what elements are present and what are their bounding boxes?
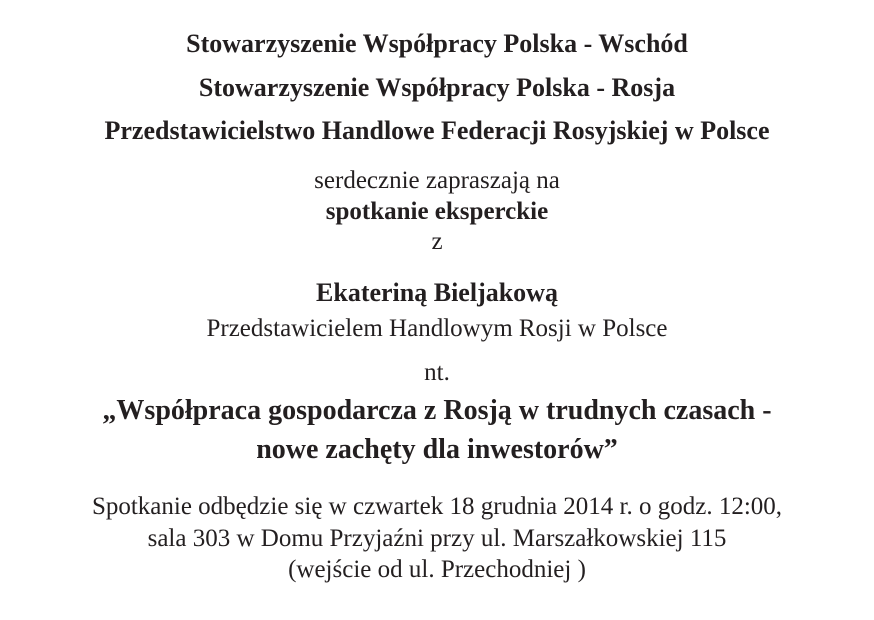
invitation-text: serdecznie zapraszają na — [314, 167, 560, 194]
organizer-3: Przedstawicielstwo Handlowe Federacji Rosyjskiej w Polsce — [104, 116, 770, 145]
details-line-2: sala 303 w Domu Przyjaźni przy ul. Marszałkowskiej 115 — [147, 525, 727, 552]
event-type: spotkanie eksperckie — [325, 198, 549, 225]
details-line-1: Spotkanie odbędzie się w czwartek 18 grudnia 2014 r. o godz. 12:00, — [91, 493, 783, 520]
details-line-3: (wejście od ul. Przechodniej ) — [288, 556, 586, 583]
topic-prefix: nt. — [424, 359, 450, 386]
organizer-1: Stowarzyszenie Współpracy Polska - Wschód — [186, 29, 688, 58]
topic-title-line-1: „Współpraca gospodarcza z Rosją w trudnych czasach - — [102, 395, 772, 426]
speaker-name: Ekateriną Bieljakową — [316, 278, 558, 307]
speaker-role: Przedstawicielem Handlowym Rosji w Polsce — [206, 315, 668, 342]
organizer-2: Stowarzyszenie Współpracy Polska - Rosja — [198, 73, 676, 102]
with-text: z — [431, 228, 443, 255]
topic-title-line-2: nowe zachęty dla inwestorów” — [256, 434, 618, 465]
